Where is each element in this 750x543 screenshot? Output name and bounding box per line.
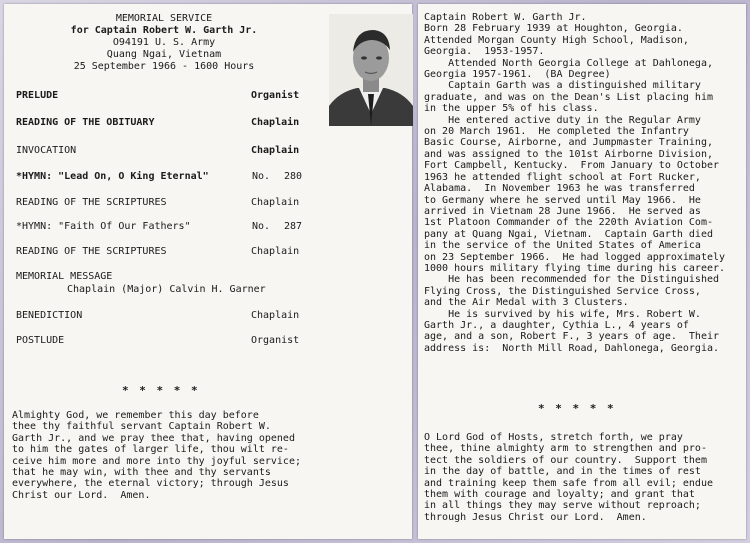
obituary-line: Flying Cross, the Distinguished Service Cross, (424, 285, 701, 297)
obituary-line: He is survived by his wife, Mrs. Robert W. (424, 308, 701, 320)
program-item: INVOCATION (16, 145, 77, 156)
program-officiant: Organist (251, 335, 300, 346)
obituary-line: Alabama. In November 1963 he was transferred (424, 183, 695, 195)
obituary-line: Basic Course, Airborne, and Jumpmaster Training, (424, 137, 713, 149)
obituary-line: He has been recommended for the Distinguished (424, 274, 720, 286)
obituary-line: address is: North Mill Road, Dahlonega, Georgia. (424, 342, 720, 354)
obituary-line: Born 28 February 1939 at Houghton, Georgia. (424, 23, 683, 35)
memorial-speaker: Chaplain (Major) Calvin H. Garner (67, 284, 266, 295)
hymn-no-label: No. (252, 171, 271, 182)
obituary-line: 1st Platoon Commander of the 220th Aviation Com- (424, 217, 713, 229)
program-page (4, 4, 412, 539)
prayer-line: in the day of battle, and in the times of rest (424, 466, 701, 478)
prayer-line: thee, thine almighty arm to strengthen and pro- (424, 443, 707, 455)
program-item: BENEDICTION (16, 310, 83, 321)
program-item: PRELUDE (16, 90, 59, 101)
prayer-line: ceive him more and more into thy joyful service; (12, 455, 301, 467)
hymn-number: 287 (284, 221, 303, 232)
obituary-line: Attended Morgan County High School, Madison, (424, 34, 689, 46)
prayer-line: tect the soldiers of our country. Support them (424, 454, 707, 466)
prayer-right (424, 432, 713, 523)
prayer-line: everywhere, the eternal victory; through Jesus (12, 478, 289, 490)
program-officiant: Chaplain (251, 197, 300, 208)
header-location: Quang Ngai, Vietnam (106, 49, 222, 60)
prayer-line: Garth Jr., and we pray thee that, having opened (12, 432, 295, 444)
portrait-photo (329, 14, 413, 126)
obituary-line: pany at Quang Ngai, Vietnam. Captain Garth died (424, 228, 713, 240)
header-title: MEMORIAL SERVICE (115, 13, 213, 24)
program-officiant: Organist (251, 90, 300, 101)
obituary-line: He entered active duty in the Regular Army (424, 114, 701, 126)
obituary-line: Attended North Georgia College at Dahlonega, (424, 57, 713, 69)
prayer-line: O Lord God of Hosts, stretch forth, we pray (424, 432, 683, 443)
obituary-line: on 23 September 1966. He had logged approximately (424, 251, 726, 263)
obituary-line: Garth Jr., a daughter, Cythia L., 4 years of (424, 319, 689, 331)
header-honoree: for Captain Robert W. Garth Jr. (70, 25, 258, 36)
program-officiant: Chaplain (251, 145, 300, 156)
prayer-line: and training keep them safe from all evil; endue (424, 477, 713, 489)
obituary-line: and was assigned to the 101st Airborne Division, (424, 148, 713, 160)
hymn-no-label: No. (252, 221, 271, 232)
obituary-line: to Germany where he served until May 1966. He (424, 194, 701, 206)
program-officiant: Chaplain (251, 310, 300, 321)
obituary-line: Fort Campbell, Kentucky. From January to October (424, 160, 720, 172)
header-date: 25 September 1966 - 1600 Hours (73, 61, 255, 72)
prayer-line: thee thy faithful servant Captain Robert W. (12, 421, 271, 433)
obituary-line: Georgia 1957-1961. (BA Degree) (424, 69, 611, 81)
obituary-line: arrived in Vietnam 28 June 1966. He served as (424, 205, 701, 217)
program-item: READING OF THE SCRIPTURES (16, 246, 167, 257)
program-item: MEMORIAL MESSAGE (16, 271, 113, 282)
prayer-line: that he may win, with thee and thy servants (12, 467, 271, 479)
prayer-line: in all things they may serve without reproach; (424, 500, 701, 512)
program-officiant: Chaplain (251, 117, 300, 128)
header-service-number: O94191 U. S. Army (112, 37, 216, 48)
prayer-line: them with courage and loyalty; and grant that (424, 489, 695, 501)
program-item: *HYMN: "Faith Of Our Fathers" (16, 221, 191, 232)
prayer-line: Christ our Lord. Amen. (12, 489, 151, 501)
obituary-line: Captain Robert W. Garth Jr. (424, 12, 587, 23)
obituary-page (418, 4, 746, 539)
hymn-number: 280 (284, 171, 303, 182)
portrait-image (329, 14, 413, 126)
program-item: *HYMN: "Lead On, O King Eternal" (16, 171, 209, 182)
obituary-line: 1963 he attended flight school at Fort Rucker, (424, 171, 701, 183)
section-divider: * * * * * (122, 384, 200, 397)
obituary-line: 1000 hours military flying time during his career. (424, 262, 726, 274)
obituary-line: in the upper 5% of his class. (424, 103, 599, 115)
obituary-line: Captain Garth was a distinguished military (424, 80, 701, 92)
obituary-line: and the Air Medal with 3 Clusters. (424, 297, 629, 309)
program-item: READING OF THE OBITUARY (16, 117, 155, 128)
section-divider: * * * * * (538, 402, 616, 415)
obituary-text (424, 12, 725, 354)
prayer-line: through Jesus Christ our Lord. Amen. (424, 511, 647, 523)
obituary-line: graduate, and was on the Dean's List placing him (424, 91, 713, 103)
obituary-line: in the service of the United States of America (424, 240, 701, 252)
program-item: POSTLUDE (16, 335, 65, 346)
obituary-line: on 20 March 1961. He completed the Infantry (424, 126, 689, 138)
obituary-line: age, and a son, Robert F., 3 years of age. Their (424, 331, 720, 343)
program-officiant: Chaplain (251, 246, 300, 257)
obituary-line: Georgia. 1953-1957. (424, 46, 545, 58)
prayer-line: Almighty God, we remember this day before (12, 410, 259, 421)
prayer-left (12, 410, 301, 501)
prayer-line: to him the gates of larger life, thou wilt re- (12, 444, 289, 456)
program-item: READING OF THE SCRIPTURES (16, 197, 167, 208)
